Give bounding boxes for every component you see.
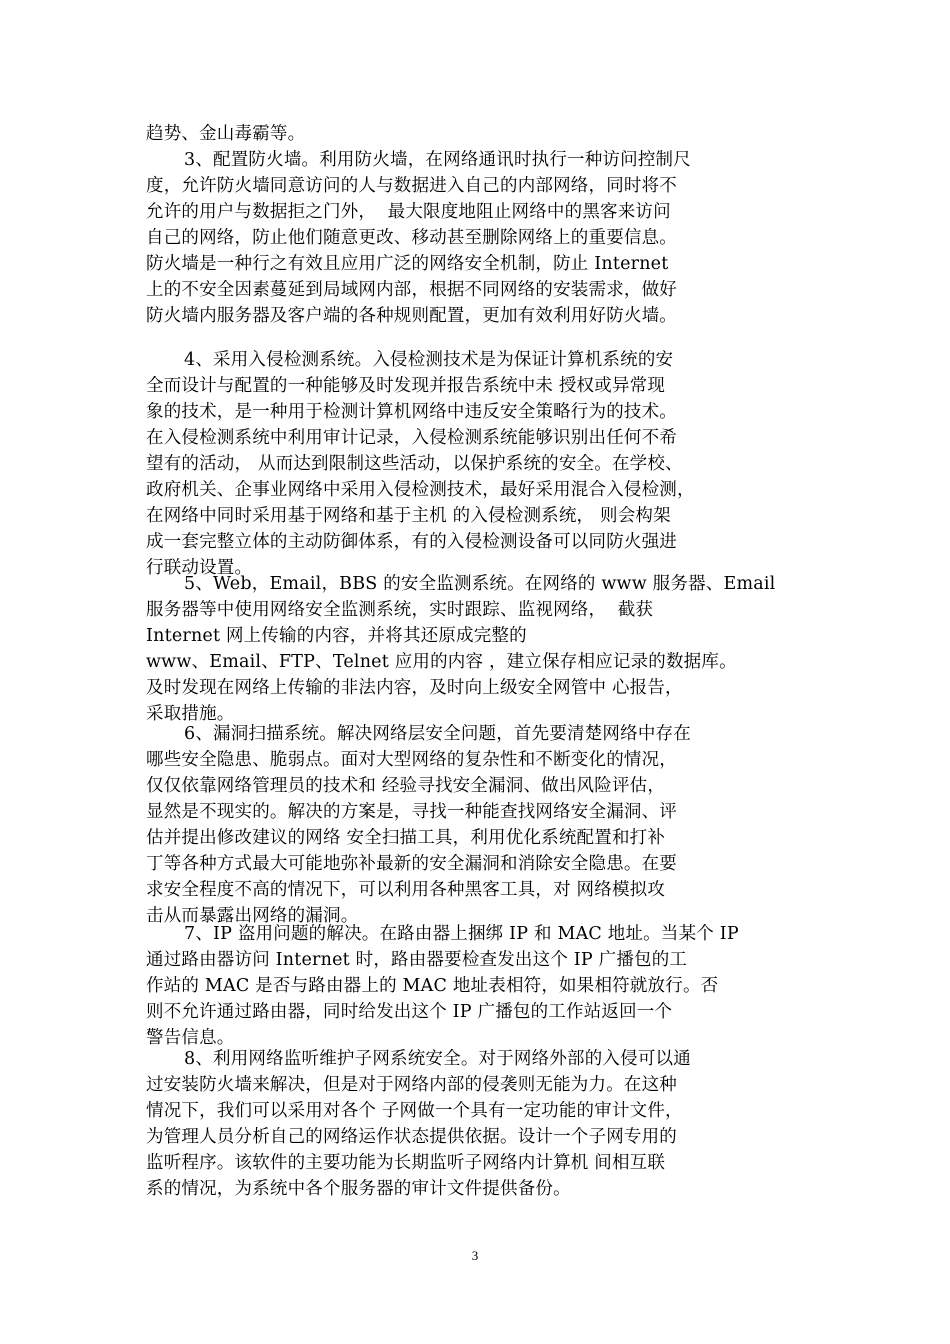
- text-line: 情况下，我们可以采用对各个 子网做一个具有一定功能的审计文件，: [146, 1101, 683, 1121]
- text-line: 显然是不现实的。解决的方案是，寻找一种能查找网络安全漏洞、评: [146, 802, 677, 822]
- paragraph-ip-theft: [146, 921, 739, 1051]
- text-line: 全而设计与配置的一种能够及时发现并报告系统中未 授权或异常现: [146, 376, 666, 396]
- text-line: www、Email、FTP、Telnet 应用的内容 ，建立保存相应记录的数据库。: [146, 652, 737, 672]
- text-line: 成一套完整立体的主动防御体系，有的入侵检测设备可以同防火强进: [146, 532, 677, 552]
- text-line: 度，允许防火墙同意访问的人与数据进入自己的内部网络，同时将不: [146, 176, 677, 196]
- text-line: 通过路由器访问 Internet 时，路由器要检查发出这个 IP 广播包的工: [146, 950, 688, 970]
- text-line: 5、Web，Email，BBS 的安全监测系统。在网络的 www 服务器、Email: [184, 574, 776, 594]
- text-line: 7、IP 盗用问题的解决。在路由器上捆绑 IP 和 MAC 地址。当某个 IP: [184, 924, 739, 944]
- paragraph-firewall: [146, 147, 691, 329]
- paragraph-vulnerability-scan: [146, 721, 691, 929]
- text-line: 行联动设置。: [146, 558, 253, 578]
- text-line: 趋势、金山毒霸等。: [146, 124, 306, 144]
- paragraph-web-monitoring: [146, 571, 775, 727]
- text-line: 象的技术，是一种用于检测计算机网络中违反安全策略行为的技术。: [146, 402, 677, 422]
- paragraph-intrusion-detection: [146, 347, 695, 581]
- text-line: 在网络中同时采用基于网络和基于主机 的入侵检测系统， 则会构架: [146, 506, 671, 526]
- text-line: 击从而暴露出网络的漏洞。: [146, 906, 359, 926]
- text-line: 6、漏洞扫描系统。解决网络层安全问题，首先要清楚网络中存在: [184, 724, 691, 744]
- page-number: 3: [471, 1248, 479, 1263]
- text-line: 作站的 MAC 是否与路由器上的 MAC 地址表相符，如果相符就放行。否: [146, 976, 719, 996]
- text-line: 求安全程度不高的情况下，可以利用各种黑客工具，对 网络模拟攻: [146, 880, 666, 900]
- text-line: 允许的用户与数据拒之门外， 最大限度地阻止网络中的黑客来访问: [146, 202, 671, 222]
- text-line: 政府机关、企事业网络中采用入侵检测技术，最好采用混合入侵检测，: [146, 480, 695, 500]
- paragraph-continuation: [146, 121, 305, 147]
- text-line: 自己的网络，防止他们随意更改、移动甚至删除网络上的重要信息。: [146, 228, 677, 248]
- text-line: 估并提出修改建议的网络 安全扫描工具，利用优化系统配置和打补: [146, 828, 666, 848]
- text-line: 丁等各种方式最大可能地弥补最新的安全漏洞和消除安全隐患。在要: [146, 854, 677, 874]
- text-line: 过安装防火墙来解决，但是对于网络内部的侵袭则无能为力。在这种: [146, 1075, 677, 1095]
- text-line: 4、采用入侵检测系统。入侵检测技术是为保证计算机系统的安: [184, 350, 674, 370]
- text-line: 仅仅依靠网络管理员的技术和 经验寻找安全漏洞、做出风险评估，: [146, 776, 666, 796]
- text-line: 警告信息。: [146, 1028, 235, 1048]
- text-line: 防火墙内服务器及客户端的各种规则配置，更加有效利用好防火墙。: [146, 306, 677, 326]
- text-line: 上的不安全因素蔓延到局域网内部，根据不同网络的安装需求，做好: [146, 280, 677, 300]
- text-line: 监听程序。该软件的主要功能为长期监听子网络内计算机 间相互联: [146, 1153, 666, 1173]
- text-line: 哪些安全隐患、脆弱点。面对大型网络的复杂性和不断变化的情况，: [146, 750, 677, 770]
- text-line: Internet 网上传输的内容，并将其还原成完整的: [146, 626, 527, 646]
- text-line: 服务器等中使用网络安全监测系统，实时跟踪、监视网络， 截获: [146, 600, 654, 620]
- text-line: 及时发现在网络上传输的非法内容，及时向上级安全网管中 心报告，: [146, 678, 683, 698]
- text-line: 望有的活动， 从而达到限制这些活动，以保护系统的安全。在学校、: [146, 454, 683, 474]
- text-line: 则不允许通过路由器，同时给发出这个 IP 广播包的工作站返回一个: [146, 1002, 673, 1022]
- text-line: 为管理人员分析自己的网络运作状态提供依据。设计一个子网专用的: [146, 1127, 677, 1147]
- text-line: 8、利用网络监听维护子网系统安全。对于网络外部的入侵可以通: [184, 1049, 691, 1069]
- text-line: 系的情况，为系统中各个服务器的审计文件提供备份。: [146, 1179, 571, 1199]
- paragraph-network-monitoring: [146, 1046, 691, 1202]
- text-line: 在入侵检测系统中利用审计记录，入侵检测系统能够识别出任何不希: [146, 428, 677, 448]
- text-line: 采取措施。: [146, 704, 235, 724]
- text-line: 防火墙是一种行之有效且应用广泛的网络安全机制，防止 Internet: [146, 254, 669, 274]
- text-line: 3、配置防火墙。利用防火墙，在网络通讯时执行一种访问控制尺: [184, 150, 691, 170]
